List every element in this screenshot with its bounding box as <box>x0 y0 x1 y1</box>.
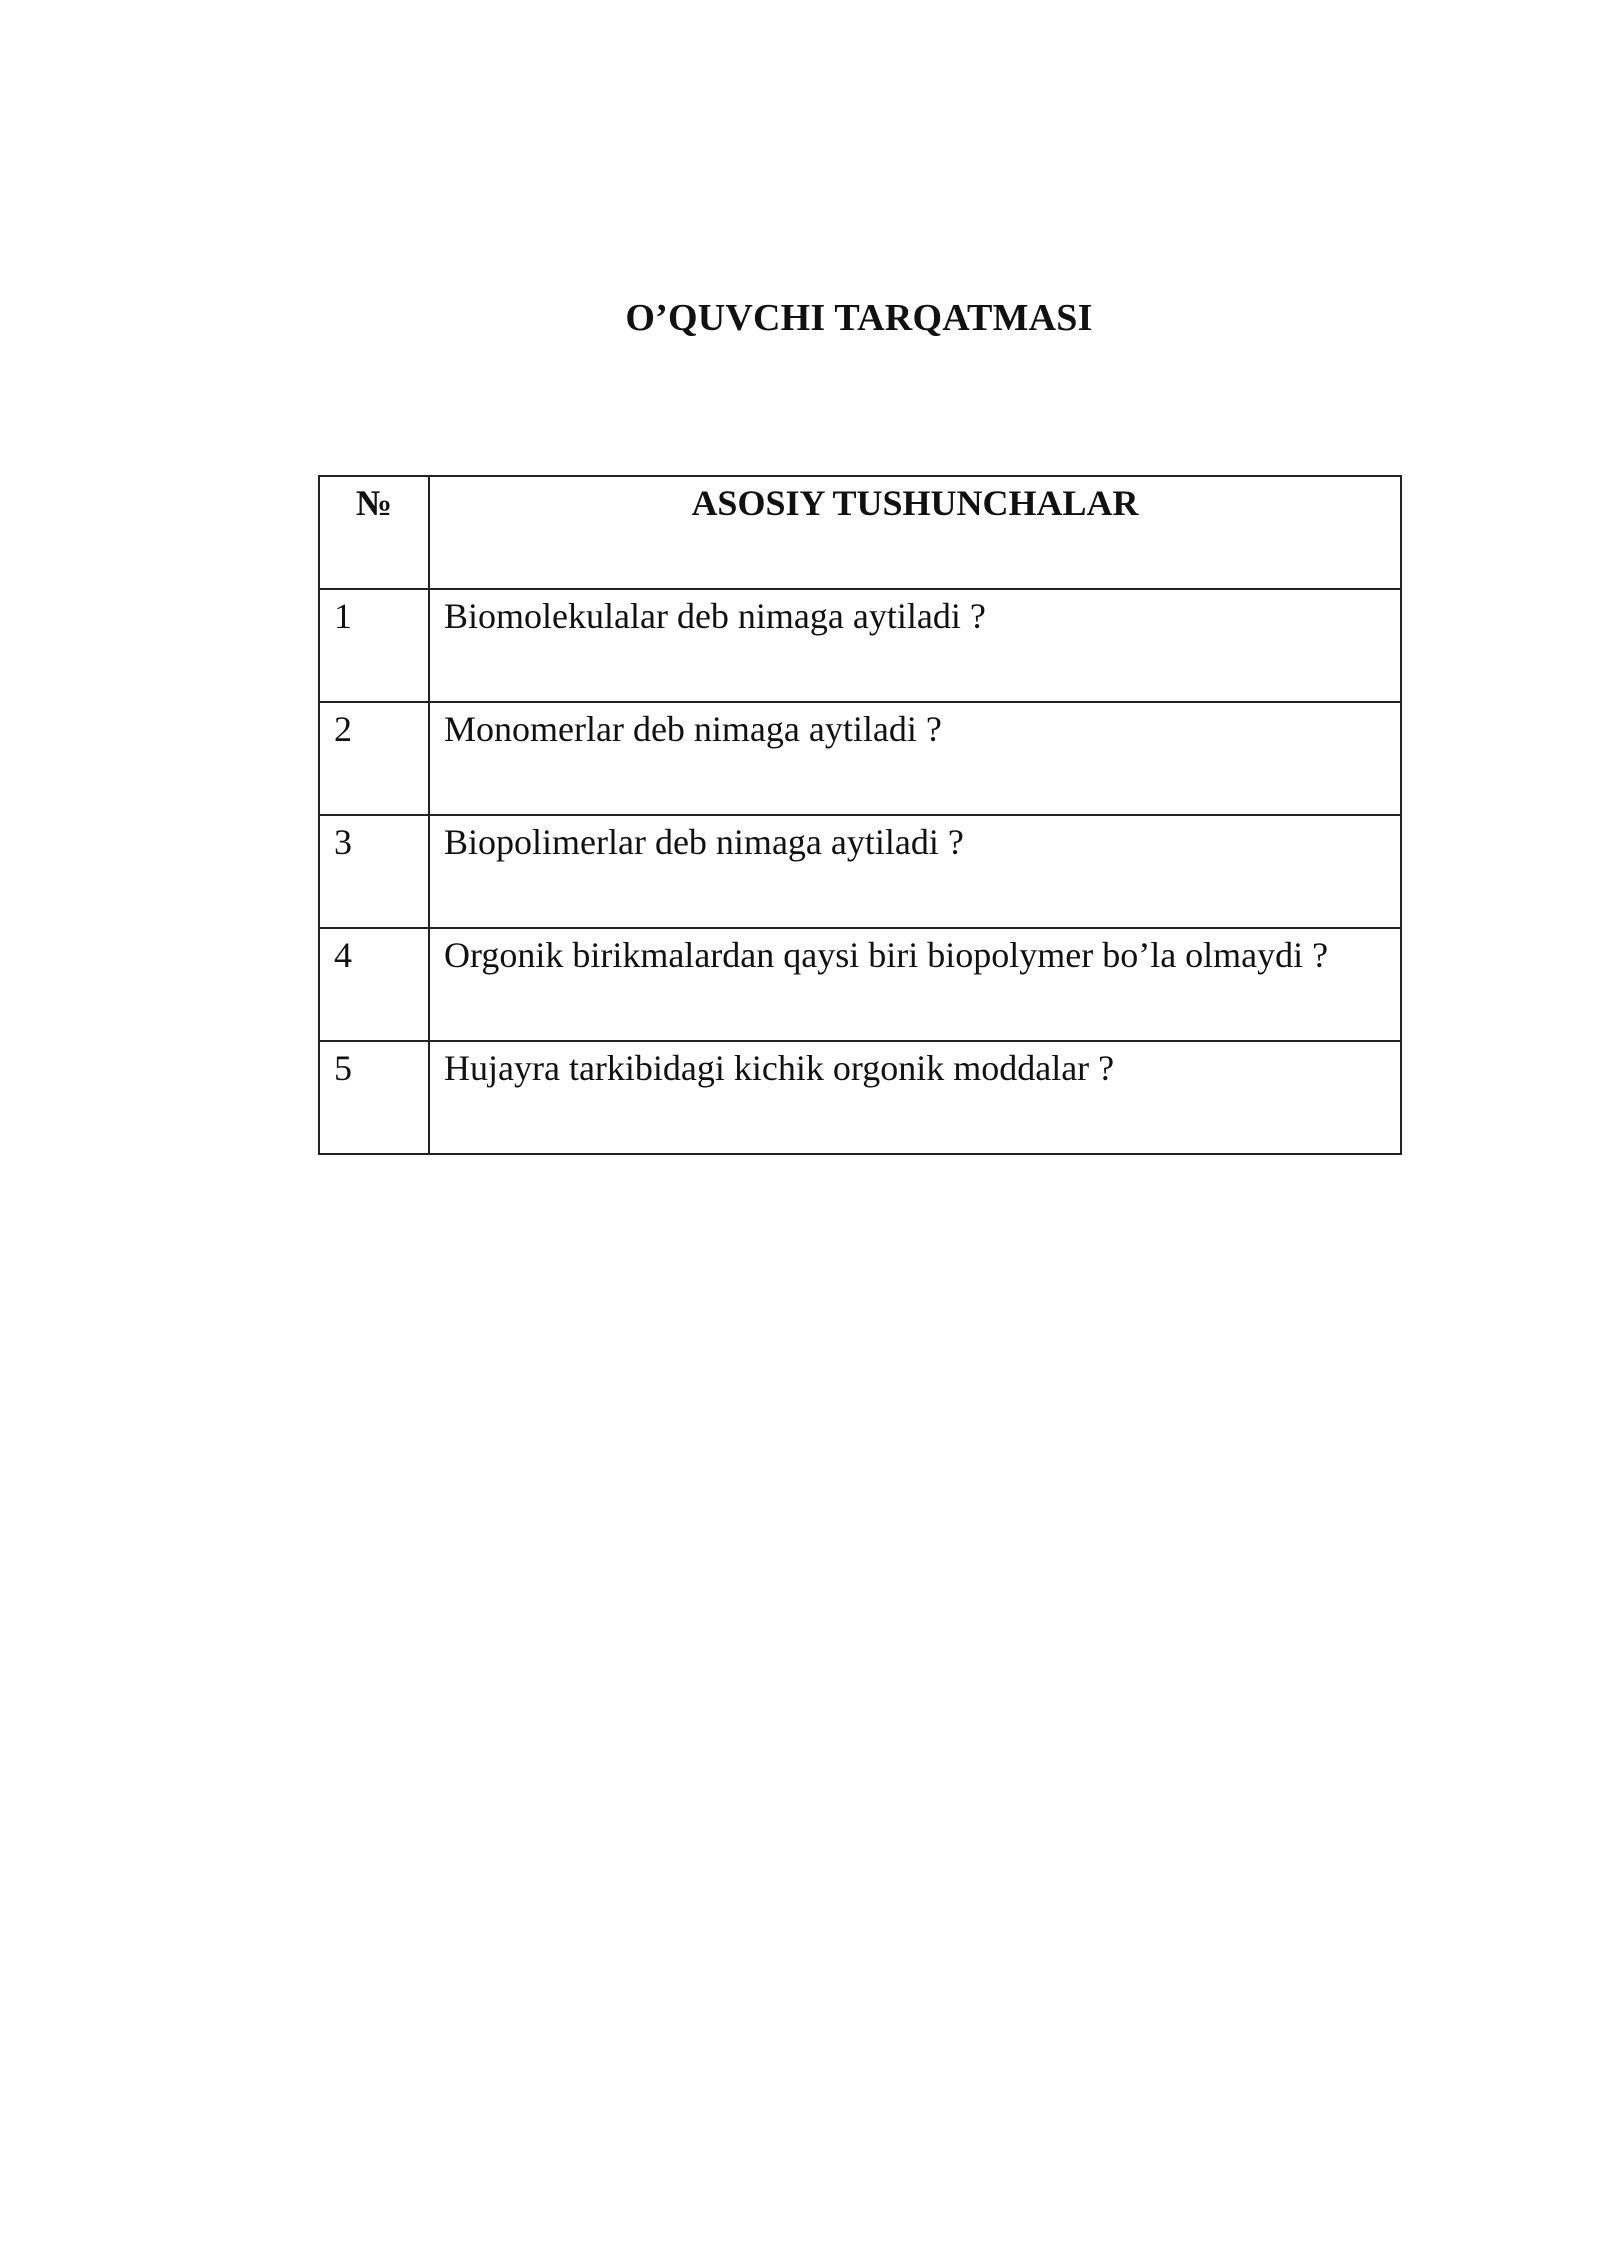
concepts-column-header: ASOSIY TUSHUNCHALAR <box>429 476 1401 589</box>
row-question: Hujayra tarkibidagi kichik orgonik moddalar ? <box>429 1041 1401 1154</box>
table-row <box>319 589 1401 702</box>
row-number: 3 <box>319 815 429 928</box>
row-question: Orgonik birikmalardan qaysi biri biopolymer bo’la olmaydi ? <box>429 928 1401 1041</box>
table-row <box>319 928 1401 1041</box>
table-row <box>319 702 1401 815</box>
row-question: Monomerlar deb nimaga aytiladi ? <box>429 702 1401 815</box>
row-number: 1 <box>319 589 429 702</box>
table-row <box>319 815 1401 928</box>
row-question: Biomolekulalar deb nimaga aytiladi ? <box>429 589 1401 702</box>
row-number: 4 <box>319 928 429 1041</box>
page-title: O’QUVCHI TARQATMASI <box>625 297 1093 339</box>
row-question: Biopolimerlar deb nimaga aytiladi ? <box>429 815 1401 928</box>
concepts-table <box>318 475 1402 1155</box>
table-header-row <box>319 476 1401 589</box>
row-number: 5 <box>319 1041 429 1154</box>
row-number: 2 <box>319 702 429 815</box>
number-column-header: № <box>319 476 429 589</box>
table-row <box>319 1041 1401 1154</box>
